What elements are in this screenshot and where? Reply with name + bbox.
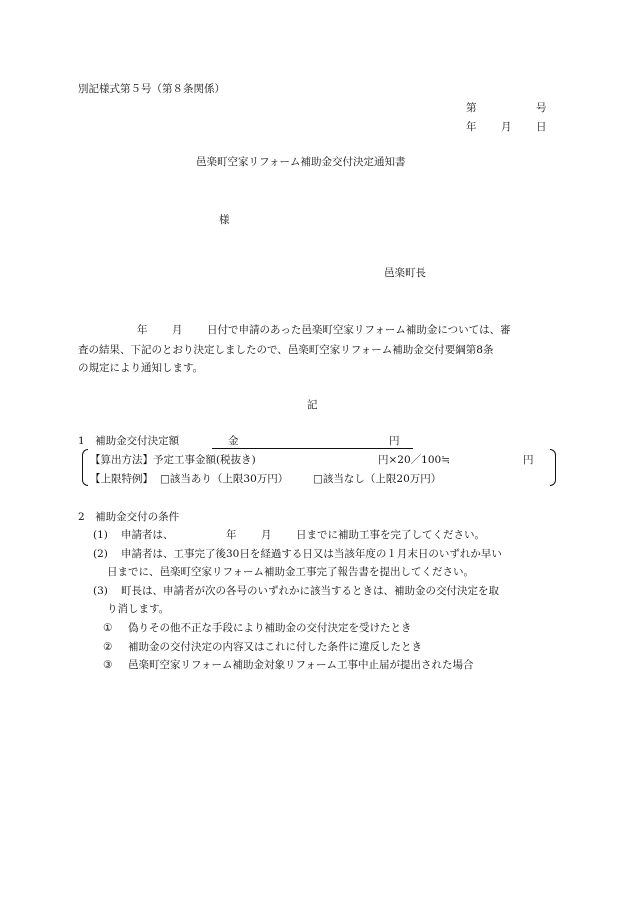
sub-item-2-text: 補助金の交付決定の内容又はこれに付した条件に違反したとき <box>128 641 422 653</box>
cond1-num: (1) <box>93 529 108 541</box>
cond3-line1: 町長は、申請者が次の各号のいずれかに該当するときは、補助金の交付決定を取 <box>121 585 499 597</box>
bracket-left <box>82 449 88 486</box>
addressee-suffix: 様 <box>219 214 230 226</box>
bracket-right <box>550 449 556 486</box>
limit-label: 【上限特例】 <box>90 473 153 485</box>
date-year: 年 <box>466 121 477 133</box>
amount-suffix: 円 <box>389 435 400 447</box>
cond3-num: (3) <box>93 585 108 597</box>
cond1-month: 月 <box>261 529 272 541</box>
cond2-num: (2) <box>93 548 108 560</box>
limit-option-no: □該当なし（上限20万円） <box>313 473 442 485</box>
sub-item-1-text: 偽りその他不正な手段により補助金の交付決定を受けたとき <box>128 622 412 634</box>
amount-prefix: 金 <box>228 435 239 447</box>
ki-heading: 記 <box>307 399 318 411</box>
cond2-line2: 日までに、邑楽町空家リフォーム補助金工事完了報告書を提出してください。 <box>107 566 474 578</box>
sub-item-1-num: ① <box>103 622 113 634</box>
issuer-name: 邑楽町長 <box>384 267 426 279</box>
doc-number-prefix: 第 <box>466 102 477 114</box>
section1-heading: 1 補助金交付決定額 <box>78 435 180 447</box>
doc-number-suffix: 号 <box>536 102 547 114</box>
calc-formula: 円×20／100≒ <box>378 454 450 466</box>
form-label: 別記様式第５号（第８条関係） <box>78 83 225 95</box>
cond1-pre: 申請者は、 <box>121 529 174 541</box>
cond2-line1: 申請者は、工事完了後30日を経過する日又は当該年度の１月末日のいずれか早い <box>121 548 502 560</box>
limit-option-yes: □該当あり（上限30万円） <box>160 473 289 485</box>
sub-item-2-num: ② <box>103 641 113 653</box>
cond1-year: 年 <box>226 529 237 541</box>
amount-underline <box>212 448 413 449</box>
body-date-year: 年 <box>137 324 148 336</box>
sub-item-3-num: ③ <box>103 659 113 671</box>
body-date-month: 月 <box>172 324 183 336</box>
date-day: 日 <box>536 121 547 133</box>
cond3-line2: り消します。 <box>107 603 170 615</box>
sub-item-3-text: 邑楽町空家リフォーム補助金対象リフォーム工事中止届が提出された場合 <box>128 659 474 671</box>
body-line-2: 査の結果、下記のとおり決定しましたので、邑楽町空家リフォーム補助金交付要綱第8条 <box>78 344 494 356</box>
date-month: 月 <box>501 121 512 133</box>
section2-heading: 2 補助金交付の条件 <box>78 511 180 523</box>
body-line-1: 日付で申請のあった邑楽町空家リフォーム補助金については、審 <box>207 324 511 336</box>
body-line-3: の規定により通知します。 <box>78 362 204 374</box>
document-title: 邑楽町空家リフォーム補助金交付決定通知書 <box>196 156 406 168</box>
calc-label: 【算出方法】予定工事金額(税抜き) <box>90 454 256 466</box>
calc-suffix: 円 <box>523 454 534 466</box>
cond1-post: 日までに補助工事を完了してください。 <box>296 529 485 541</box>
